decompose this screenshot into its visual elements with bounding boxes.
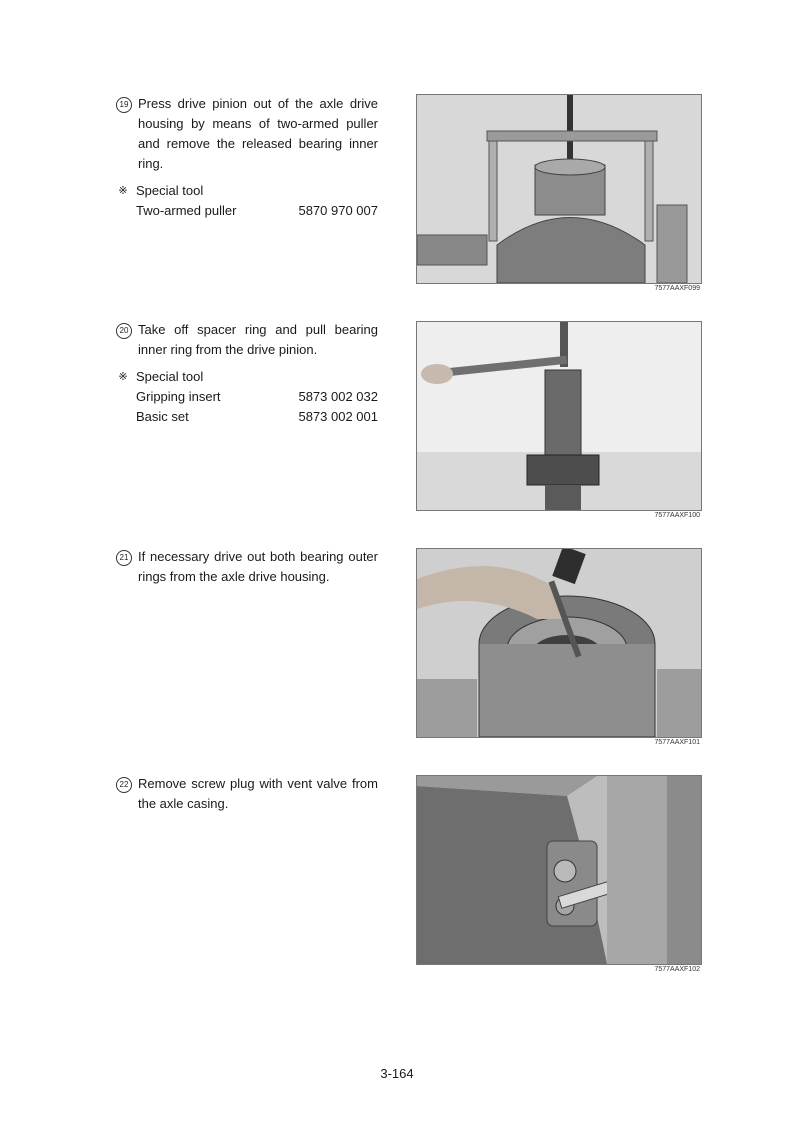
step-22 bbox=[116, 774, 378, 814]
tool-part-number: 5873 002 032 bbox=[298, 389, 378, 404]
figure-code: 7577AAXF102 bbox=[654, 966, 700, 973]
step-19 bbox=[116, 94, 378, 221]
note-mark-icon: ※ bbox=[118, 371, 128, 383]
figure-puller-photo bbox=[416, 94, 702, 284]
tool-row bbox=[116, 387, 378, 407]
tool-part-number: 5870 970 007 bbox=[298, 203, 378, 218]
note-mark-icon: ※ bbox=[118, 185, 128, 197]
figure-screw-plug-photo bbox=[416, 775, 702, 965]
tool-name: Two-armed puller bbox=[136, 203, 237, 218]
special-tool-block bbox=[116, 181, 378, 221]
tool-part-number: 5873 002 001 bbox=[298, 409, 378, 424]
step-instruction: If necessary drive out both bearing outer rings from the axle drive housing. bbox=[138, 549, 378, 584]
step-20 bbox=[116, 320, 378, 427]
tool-heading: Special tool bbox=[136, 369, 204, 384]
tool-name: Gripping insert bbox=[136, 389, 221, 404]
step-instruction: Take off spacer ring and pull bearing inner ring from the drive pinion. bbox=[138, 322, 378, 357]
page-number: 3-164 bbox=[380, 1066, 414, 1081]
step-number-badge: 22 bbox=[116, 777, 132, 793]
tool-heading: Special tool bbox=[136, 183, 204, 198]
step-21 bbox=[116, 547, 378, 587]
tool-row bbox=[116, 407, 378, 427]
special-tool-block bbox=[116, 367, 378, 427]
step-number-badge: 21 bbox=[116, 550, 132, 566]
figure-code: 7577AAXF101 bbox=[654, 739, 700, 746]
step-instruction: Remove screw plug with vent valve from the axle casing. bbox=[138, 776, 378, 811]
step-number-badge: 20 bbox=[116, 323, 132, 339]
figure-gripping-insert-photo bbox=[416, 321, 702, 511]
tool-name: Basic set bbox=[136, 409, 189, 424]
figure-code: 7577AAXF099 bbox=[654, 285, 700, 292]
tool-row bbox=[116, 201, 378, 221]
step-instruction: Press drive pinion out of the axle drive housing by means of two-armed puller and remove the released bearing inner ring. bbox=[138, 96, 378, 171]
figure-code: 7577AAXF100 bbox=[654, 512, 700, 519]
step-number-badge: 19 bbox=[116, 97, 132, 113]
figure-bearing-ring-photo bbox=[416, 548, 702, 738]
